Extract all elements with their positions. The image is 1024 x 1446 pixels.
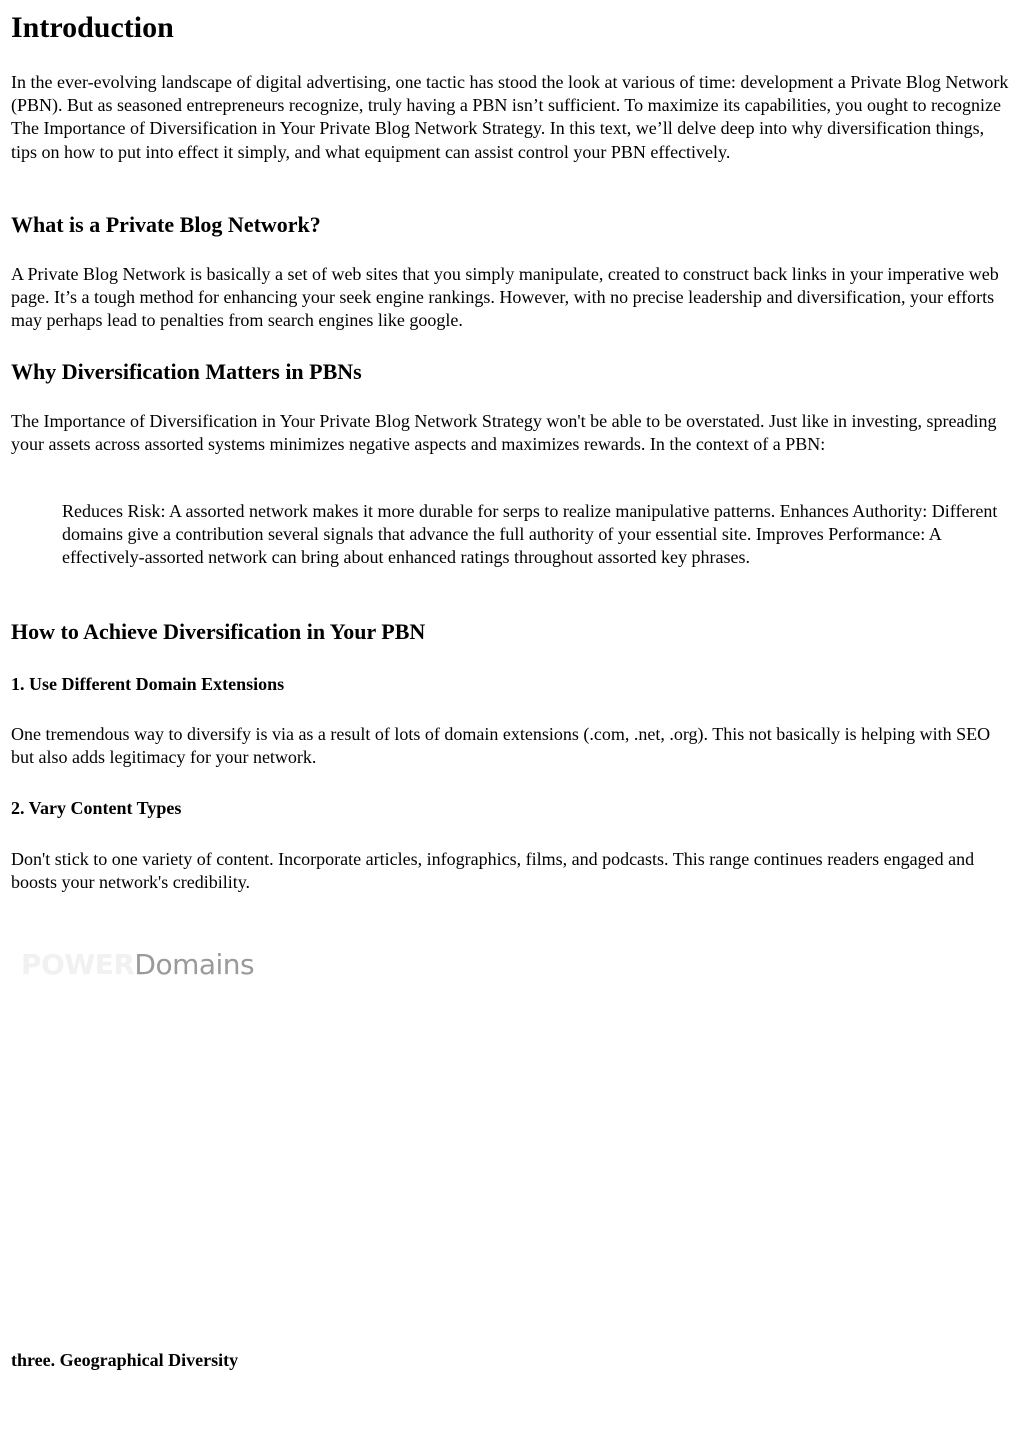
section-heading-how-to-diversify: How to Achieve Diversification in Your PBN <box>11 619 426 644</box>
domain-extensions-paragraph: One tremendous way to diversify is via as a result of lots of domain extensions (.com, .net, .org). This not basically is helping with SEO but also adds legitimacy for your network. <box>11 724 991 768</box>
section-heading-why-diversification: Why Diversification Matters in PBNs <box>11 359 362 384</box>
logo-domains-text: Domains <box>134 948 255 981</box>
page-title: Introduction <box>11 11 174 44</box>
content-types-paragraph: Don't stick to one variety of content. Incorporate articles, infographics, films, and podcasts. This range continues readers engaged and boosts your network's credibility. <box>11 849 975 893</box>
subheading-content-types: 2. Vary Content Types <box>11 798 182 818</box>
benefits-blockquote: Reduces Risk: A assorted network makes it more durable for serps to realize manipulative patterns. Enhances Authority: Different domains give a contribution several signals that advance the full authority of your essential site. Improves Performance: A effectively-assorted network can bring about enhanced ratings throughout assorted key phrases. <box>62 501 998 568</box>
logo-power-text: POWER <box>21 948 135 981</box>
powerdomains-logo <box>21 948 254 982</box>
why-diversification-paragraph: The Importance of Diversification in Your Private Blog Network Strategy won't be able to be overstated. Just like in investing, spreading your assets across assorted systems minimizes negative aspects and maximizes rewards. In the context of a PBN: <box>11 411 997 455</box>
intro-paragraph: In the ever-evolving landscape of digital advertising, one tactic has stood the look at various of time: development a Private Blog Network (PBN). But as seasoned entrepreneurs recognize, truly having a PBN isn’t sufficient. To maximize its capabilities, you ought to recognize The Importance of Diversification in Your Private Blog Network Strategy. In this text, we’ll delve deep into why diversification things, tips on how to put into effect it simply, and what equipment can assist control your PBN effectively. <box>11 72 1009 162</box>
what-is-pbn-paragraph: A Private Blog Network is basically a set of web sites that you simply manipulate, created to construct back links in your imperative web page. It’s a tough method for enhancing your seek engine rankings. However, with no precise leadership and diversification, your efforts may perhaps lead to penalties from search engines like google. <box>11 264 999 331</box>
section-heading-what-is-pbn: What is a Private Blog Network? <box>11 212 321 237</box>
subheading-geographical-diversity: three. Geographical Diversity <box>11 1350 239 1370</box>
subheading-domain-extensions: 1. Use Different Domain Extensions <box>11 674 285 694</box>
